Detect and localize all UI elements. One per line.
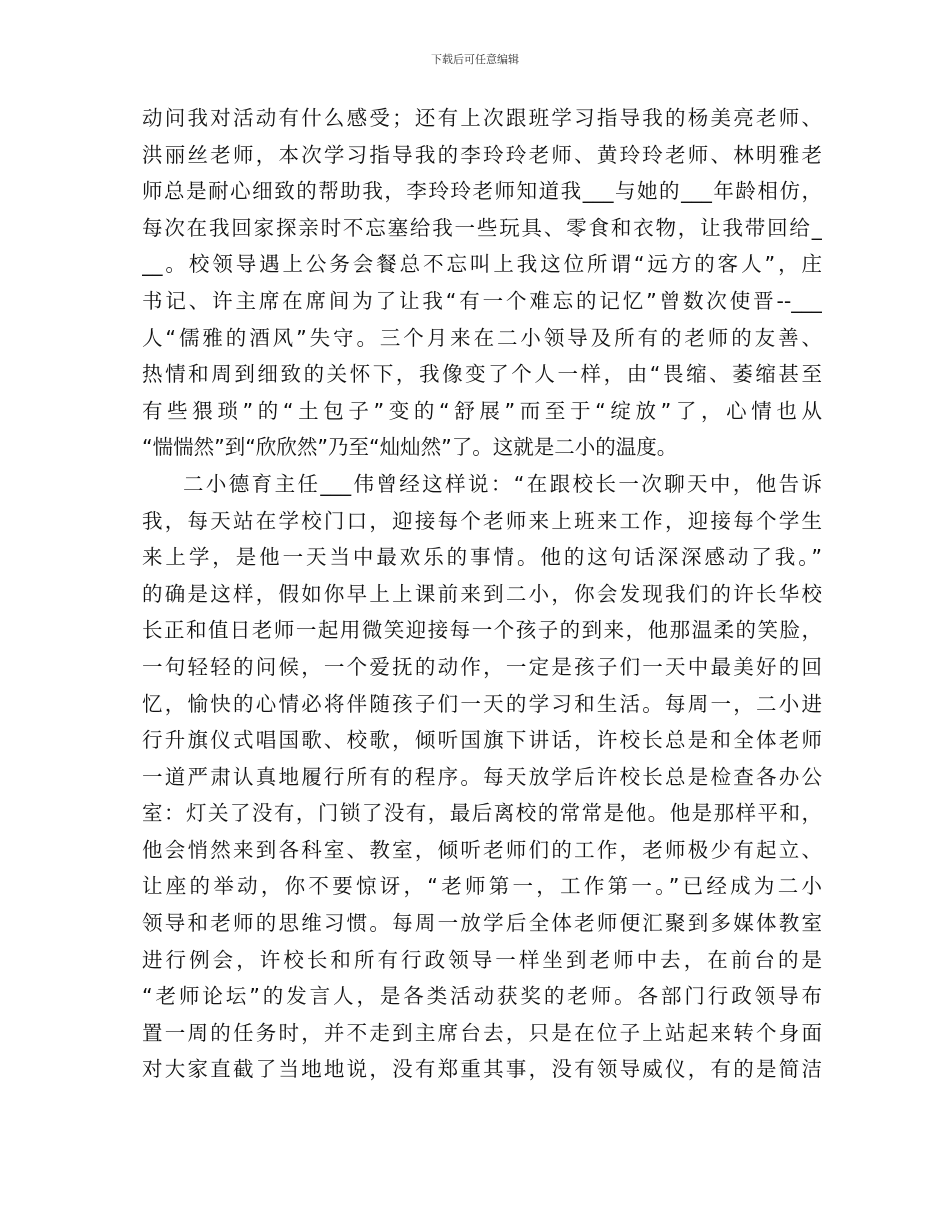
- text-line: 进行例会，许校长和所有行政领导一样坐到老师中去，在前台的是: [142, 947, 822, 972]
- text-line: 行升旗仪式唱国歌、校歌，倾听国旗下讲话，许校长总是和全体老师: [142, 728, 822, 753]
- text-line: 室：灯关了没有，门锁了没有，最后离校的常常是他。他是那样平和，: [142, 801, 822, 826]
- text-line: 一道严肃认真地履行所有的程序。每天放学后许校长总是检查各办公: [142, 764, 822, 789]
- text-line: 热情和周到细致的关怀下，我像变了个人一样，由“畏缩、萎缩甚至: [142, 362, 822, 387]
- text-line: 长正和值日老师一起用微笑迎接每一个孩子的到来，他那温柔的笑脸，: [142, 618, 822, 643]
- text-line: 我，每天站在学校门口，迎接每个老师来上班来工作，迎接每个学生: [142, 508, 822, 533]
- text-line: 每次在我回家探亲时不忘塞给我一些玩具、零食和衣物，让我带回给_: [142, 215, 822, 240]
- text-line: 的确是这样，假如你早上上课前来到二小，你会发现我们的许长华校: [142, 581, 822, 606]
- text-line: 一句轻轻的问候，一个爱抚的动作，一定是孩子们一天中最美好的回: [142, 654, 822, 679]
- paragraph-2: [142, 466, 822, 1088]
- text-line: 让座的举动，你不要惊讶，“老师第一，工作第一。”已经成为二小: [142, 874, 822, 899]
- text-line: “老师论坛”的发言人，是各类活动获奖的老师。各部门行政领导布: [142, 984, 822, 1009]
- document-body: [142, 100, 822, 1088]
- paragraph-1: [142, 100, 822, 466]
- text-line: 对大家直截了当地地说，没有郑重其事，没有领导威仪，有的是简洁: [142, 1057, 822, 1082]
- page-header: 下载后可任意编辑: [431, 53, 519, 66]
- text-line: 领导和老师的思维习惯。每周一放学后全体老师便汇聚到多媒体教室: [142, 911, 822, 936]
- text-line: 忆，愉快的心情必将伴随孩子们一天的学习和生活。每周一，二小进: [142, 691, 822, 716]
- text-line: “惴惴然”到“欣欣然”乃至“灿灿然”了。这就是二小的温度。: [142, 435, 678, 460]
- text-line: 人“儒雅的酒风”失守。三个月来在二小领导及所有的老师的友善、: [142, 325, 822, 350]
- text-line: 动问我对活动有什么感受；还有上次跟班学习指导我的杨美亮老师、: [142, 106, 822, 130]
- text-line: 二小德育主任___伟曾经这样说：“在跟校长一次聊天中，他告诉: [183, 471, 822, 496]
- text-line: 他会悄然来到各科室、教室，倾听老师们的工作，老师极少有起立、: [142, 837, 822, 862]
- text-line: 有些猥琐”的“土包子”变的“舒展”而至于“绽放”了，心情也从: [142, 398, 822, 423]
- text-line: 洪丽丝老师，本次学习指导我的李玲玲老师、黄玲玲老师、林明雅老: [142, 142, 822, 167]
- text-line: 置一周的任务时，并不走到主席台去，只是在位子上站起来转个身面: [142, 1020, 822, 1045]
- text-line: 来上学，是他一天当中最欢乐的事情。他的这句话深深感动了我。”: [142, 545, 822, 570]
- text-line: __。校领导遇上公务会餐总不忘叫上我这位所谓“远方的客人”，庄: [142, 252, 822, 277]
- text-line: 书记、许主席在席间为了让我“有一个难忘的记忆”曾数次使晋--___: [142, 288, 822, 313]
- text-line: 师总是耐心细致的帮助我，李玲玲老师知道我___与她的___年龄相仿，: [142, 179, 822, 204]
